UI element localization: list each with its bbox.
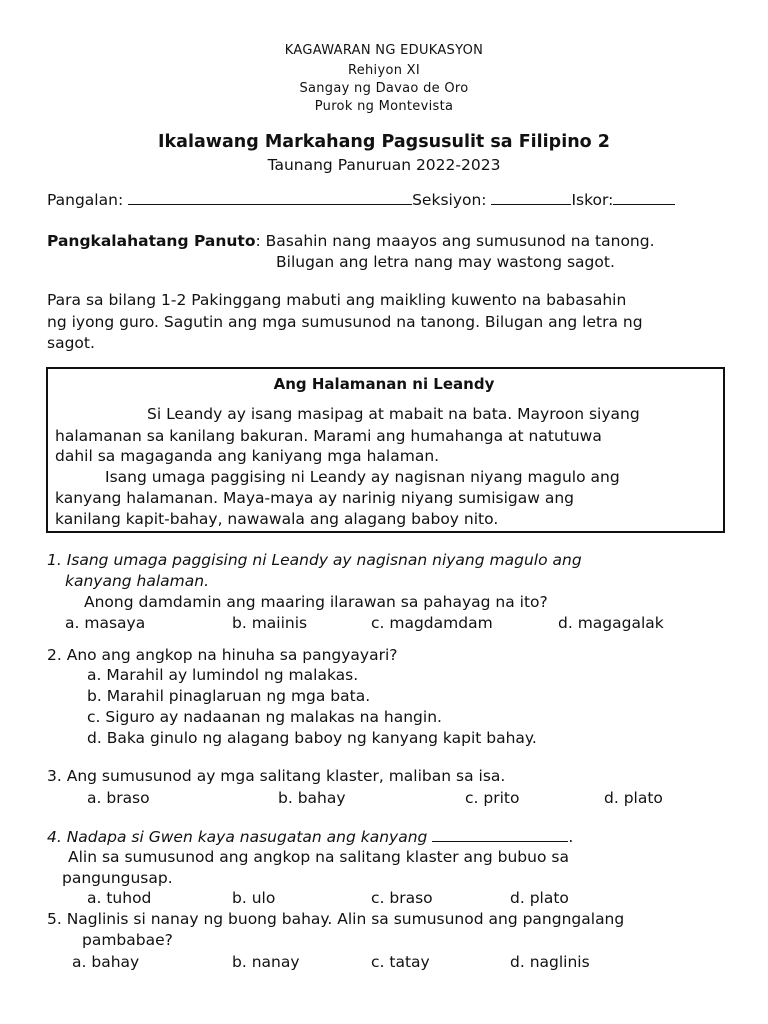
q3-choice-b[interactable]: b. bahay [278,789,346,807]
story-title: Ang Halamanan ni Leandy [273,375,495,393]
q2-choice-d[interactable]: d. Baka ginulo ng alagang baboy ng kanyang kapit bahay. [87,729,537,747]
name-label: Pangalan: [47,191,129,209]
q2-choice-c[interactable]: c. Siguro ay nadaanan ng malakas na hangin. [87,708,442,726]
question-4-line-2: Alin sa sumusunod ang angkop na salitang klaster ang bubuo sa [68,848,569,866]
story-line: Si Leandy ay isang masipag at mabait na bata. Mayroon siyang [147,405,640,423]
q5-choice-d[interactable]: d. naglinis [510,953,590,971]
exam-title: Ikalawang Markahang Pagsusulit sa Filipino 2 [158,132,610,152]
q1-choice-b[interactable]: b. maiinis [232,614,308,632]
section-blank[interactable] [491,190,571,205]
intro-line-1: Para sa bilang 1-2 Pakinggang mabuti ang maikling kuwento na babasahin [47,291,627,309]
district: Purok ng Montevista [314,99,454,114]
division: Sangay ng Davao de Oro [299,81,469,96]
q4-choice-d[interactable]: d. plato [510,889,569,907]
question-5-line-1: 5. Naglinis si nanay ng buong bahay. Alin sa sumusunod ang pangngalang [47,910,625,928]
story-line: Isang umaga paggising ni Leandy ay nagisnan niyang magulo ang [105,468,620,486]
intro-line-3: sagot. [47,334,95,352]
story-line: kanyang halamanan. Maya-maya ay narinig niyang sumisigaw ang [55,489,575,507]
intro-line-2: ng iyong guro. Sagutin ang mga sumusunod na tanong. Bilugan ang letra ng [47,313,643,331]
q4-choice-b[interactable]: b. ulo [232,889,276,907]
score-blank[interactable] [613,190,675,205]
question-1-line-3: Anong damdamin ang maaring ilarawan sa pahayag na ito? [84,593,548,611]
question-1-line-2: kanyang halaman. [65,572,210,590]
q1-choice-a[interactable]: a. masaya [65,614,146,632]
general-instructions: Pangkalahatang Panuto: Basahin nang maayos ang sumusunod na tanong. [47,232,655,250]
instructions-line-1: Basahin nang maayos ang sumusunod na tanong. [265,232,655,250]
story-line: dahil sa magaganda ang kaniyang mga halaman. [55,447,440,465]
question-4-line-1: 4. Nadapa si Gwen kaya nasugatan ang kanyang . [47,828,574,846]
question-4-line-3: pangungusap. [62,869,173,887]
q2-choice-b[interactable]: b. Marahil pinaglaruan ng mga bata. [87,687,371,705]
section-label: Seksiyon: [412,191,492,209]
q3-choice-a[interactable]: a. braso [87,789,150,807]
q4-choice-c[interactable]: c. braso [371,889,433,907]
question-5-line-2: pambabae? [82,931,173,949]
q5-choice-c[interactable]: c. tatay [371,953,430,971]
q4-choice-a[interactable]: a. tuhod [87,889,152,907]
instructions-line-2: Bilugan ang letra nang may wastong sagot. [276,253,615,271]
score-label: Iskor: [571,191,614,209]
q1-choice-d[interactable]: d. magagalak [558,614,664,632]
name-blank[interactable] [128,190,412,205]
question-3-line-1: 3. Ang sumusunod ay mga salitang klaster, maliban sa isa. [47,767,506,785]
student-info-line [47,190,675,209]
instructions-label: Pangkalahatang Panuto [47,232,256,250]
question-2-line-1: 2. Ano ang angkop na hinuha sa pangyayari? [47,646,398,664]
department-name: KAGAWARAN NG EDUKASYON [284,43,484,58]
question-1-line-1: 1. Isang umaga paggising ni Leandy ay nagisnan niyang magulo ang [47,551,582,569]
q4-answer-blank[interactable] [432,827,568,842]
story-line: halamanan sa kanilang bakuran. Marami ang humahanga at natutuwa [55,427,602,445]
school-year: Taunang Panuruan 2022-2023 [267,156,501,174]
q5-choice-b[interactable]: b. nanay [232,953,300,971]
q1-choice-c[interactable]: c. magdamdam [371,614,493,632]
q3-choice-d[interactable]: d. plato [604,789,663,807]
q3-choice-c[interactable]: c. prito [465,789,520,807]
story-line: kanilang kapit-bahay, nawawala ang alagang baboy nito. [55,510,499,528]
region: Rehiyon XI [347,63,421,78]
q5-choice-a[interactable]: a. bahay [72,953,140,971]
q2-choice-a[interactable]: a. Marahil ay lumindol ng malakas. [87,666,359,684]
